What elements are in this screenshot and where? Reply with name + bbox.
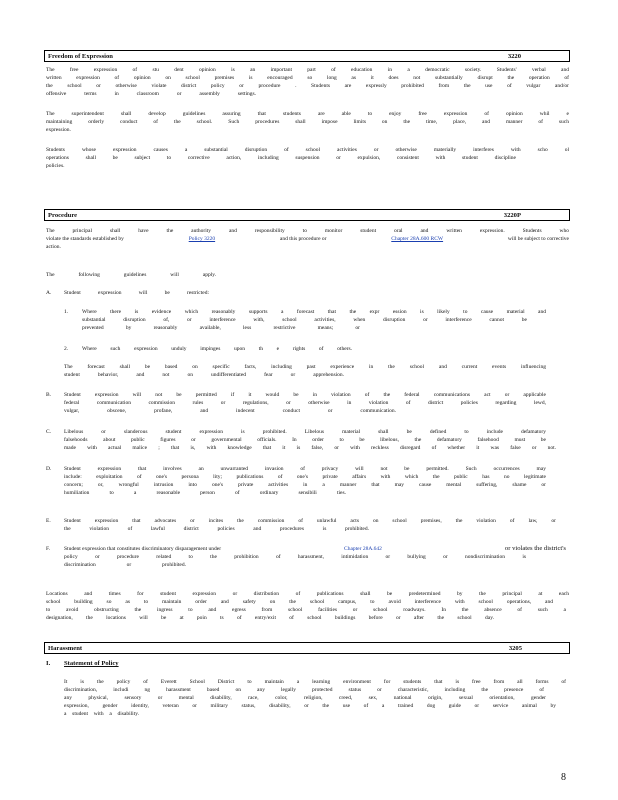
paragraph-line: the school or otherwise violate district policy or procedure . Students are expressly prohibited from the use of vulgar and/or [46,83,569,89]
guidelines-intro: The following guidelines will apply. [46,272,216,278]
item-text: the violation of lawful district policies and procedures is prohibited. [64,526,369,532]
item-text: Student expression that advocates or incites the commission of unlawful acts on school premises, the violation of law, or [64,518,556,524]
statement-title [64,660,119,667]
paragraph-line: It is the policy of Everett School District to maintain a learning environment for students that is free from all forms of [64,679,566,685]
text-span: violate the standards established by [46,236,124,242]
paragraph-line: written expression of opinion on school premises is encouraged so long as it does not substantially disrupt the operation of [46,75,569,81]
paragraph-line: expression, gender identity, veteran or military status, disability, or the use of a trained dog guide or service animal by [64,703,556,709]
statement-title-text: Statement of Policy [64,660,119,667]
chapter-28a642-link[interactable]: Chapter 28A.642 [344,546,382,552]
item-text: humiliation to a reasonable person of ordinary sensibili ties. [64,490,346,496]
paragraph-line: operations shall be subject to corrective action, including suspension or expulsion, consistent with student discipline [46,155,516,161]
paragraph-line: expression. [46,127,71,133]
item-label: 2. [64,346,69,352]
section-header-harassment [44,642,570,654]
item-text: discrimination or prohibited. [64,562,186,568]
paragraph-line: offensive terms in classroom or assembly settings. [46,91,256,97]
paragraph-line: to avoid obstructing the ingress to and egress from school facilities or school roadways. In the absence of such a [46,607,566,613]
paragraph-line: The superintendent shall develop guidelines assuring that students are able to enjoy free expression of opinion whil e [46,111,569,117]
section-title: Freedom of Expression [48,53,113,60]
text-span: will be subject to corrective [507,236,569,242]
paragraph-line: Students whose expression causes a substantial disruption of school activities or otherwise materially interferes with scho ol [46,147,569,153]
paragraph-line: Locations and times for student expression or distribution of publications shall be predetermined by the principal at each [46,591,569,597]
item-text: Student expression will not be permitted if it would be in violation of the federal communications act or applicable [64,392,546,398]
item-label: E. [46,518,51,524]
item-text: substantial disruption of, or interference with, school activities, when disruption or interference cannot be [82,317,527,323]
item-text: Student expression will be restricted: [64,290,209,296]
paragraph-line: student behavior, and not on undifferentiated fear or apprehension. [64,372,344,378]
section-title: Procedure [48,212,78,219]
section-number: 3220 [507,53,521,60]
item-text: Where there is evidence which reasonably supports a forecast that the expr ession is likely to cause material and [82,309,546,315]
paragraph-line: The principal shall have the authority and responsibility to monitor student oral and written expression. Students who [46,228,569,234]
paragraph-line: The free expression of stu dent opinion is an important part of education in a democratic society. Students' verbal and [46,67,569,73]
statement-label: I. [46,660,51,667]
item-text: include: exploitation of one's persona lity; publications of one's private affairs with which the public has no legitimate [64,474,546,480]
section-number: 3205 [508,645,522,652]
paragraph-line: school building so as to maintain order and safety on the school campus, to avoid interference with school operations, and [46,599,553,605]
paragraph-line: maintaining orderly conduct of the school. Such procedures shall impose limits on the time, place, and manner of such [46,119,569,125]
item-text [64,545,566,554]
paragraph-line: any physical, sensory or mental disability, race, color, religion, creed, sex, national origin, sexual orientation, gender [64,695,546,701]
item-text: falsehoods about public figures or governmental officials. In order to be libelous, the defamatory falsehood must be [64,437,546,443]
text-span: and this procedure or [279,236,327,242]
item-label: F. [46,546,50,552]
item-text: Student expression that involves an unwarranted invasion of privacy will not be permitted. Such occurrences may [64,466,546,472]
chapter-28a600-rcw-link[interactable]: Chapter 28A.600 RCW [391,236,444,242]
paragraph-line: action. [46,244,61,250]
paragraph-line: discrimination, includi ng harassment based on any legally protected status or characteristic, including the presence of [64,687,544,693]
item-label: D. [46,466,52,472]
text-span: or violates the district's [504,545,566,552]
section-title: Harassment [48,645,83,652]
item-text: made with actual malice ; that is, with knowledge that it is false, or with reckless disregard of whether it was false or not. [64,445,556,451]
paragraph-line: a student with a disability. [64,711,139,717]
paragraph-line: The forecast shall be based on specific facts, including past experience in the school and current events influencing [64,364,546,370]
item-label: B. [46,392,52,398]
item-text: Where such expression unduly impinges upon th e rights of others. [82,346,352,352]
section-header-freedom [44,50,570,62]
item-text: Libelous or slanderous student expression is prohibited. Libelous material shall be defined to include defamatory [64,429,546,435]
item-text: concern; or, wrongful intrusion into one's private activities in a manner that may cause mental suffering, shame or [64,482,546,488]
item-text: vulgar, obscene, profane, and indecent conduct or communication. [64,408,396,414]
page-number: 8 [561,772,566,783]
item-label: A. [46,290,52,296]
item-text: policy or procedure related to the prohibition of harassment, intimidation or bullying or nondiscrimination is [64,554,526,560]
section-header-procedure [44,209,570,221]
paragraph-line [46,236,569,244]
paragraph-line: policies. [46,163,65,169]
header-right-rule [569,642,570,654]
policy-3220-link[interactable]: Policy 3220 [188,236,216,242]
item-label: C. [46,429,52,435]
section-number: 3220P [503,212,521,219]
item-text: prevented by reasonably available, less restrictive means; or [82,325,360,331]
item-text: federal communication commission rules or regulations, or otherwise in violation of district policies regarding lewd, [64,400,546,406]
item-label: 1. [64,309,69,315]
paragraph-line: designation, the locations will be at poin ts of entry/exit of school buildings before or after the school day. [46,615,494,621]
text-span: Student expression that constitutes discriminatory disparagement under [64,546,222,552]
